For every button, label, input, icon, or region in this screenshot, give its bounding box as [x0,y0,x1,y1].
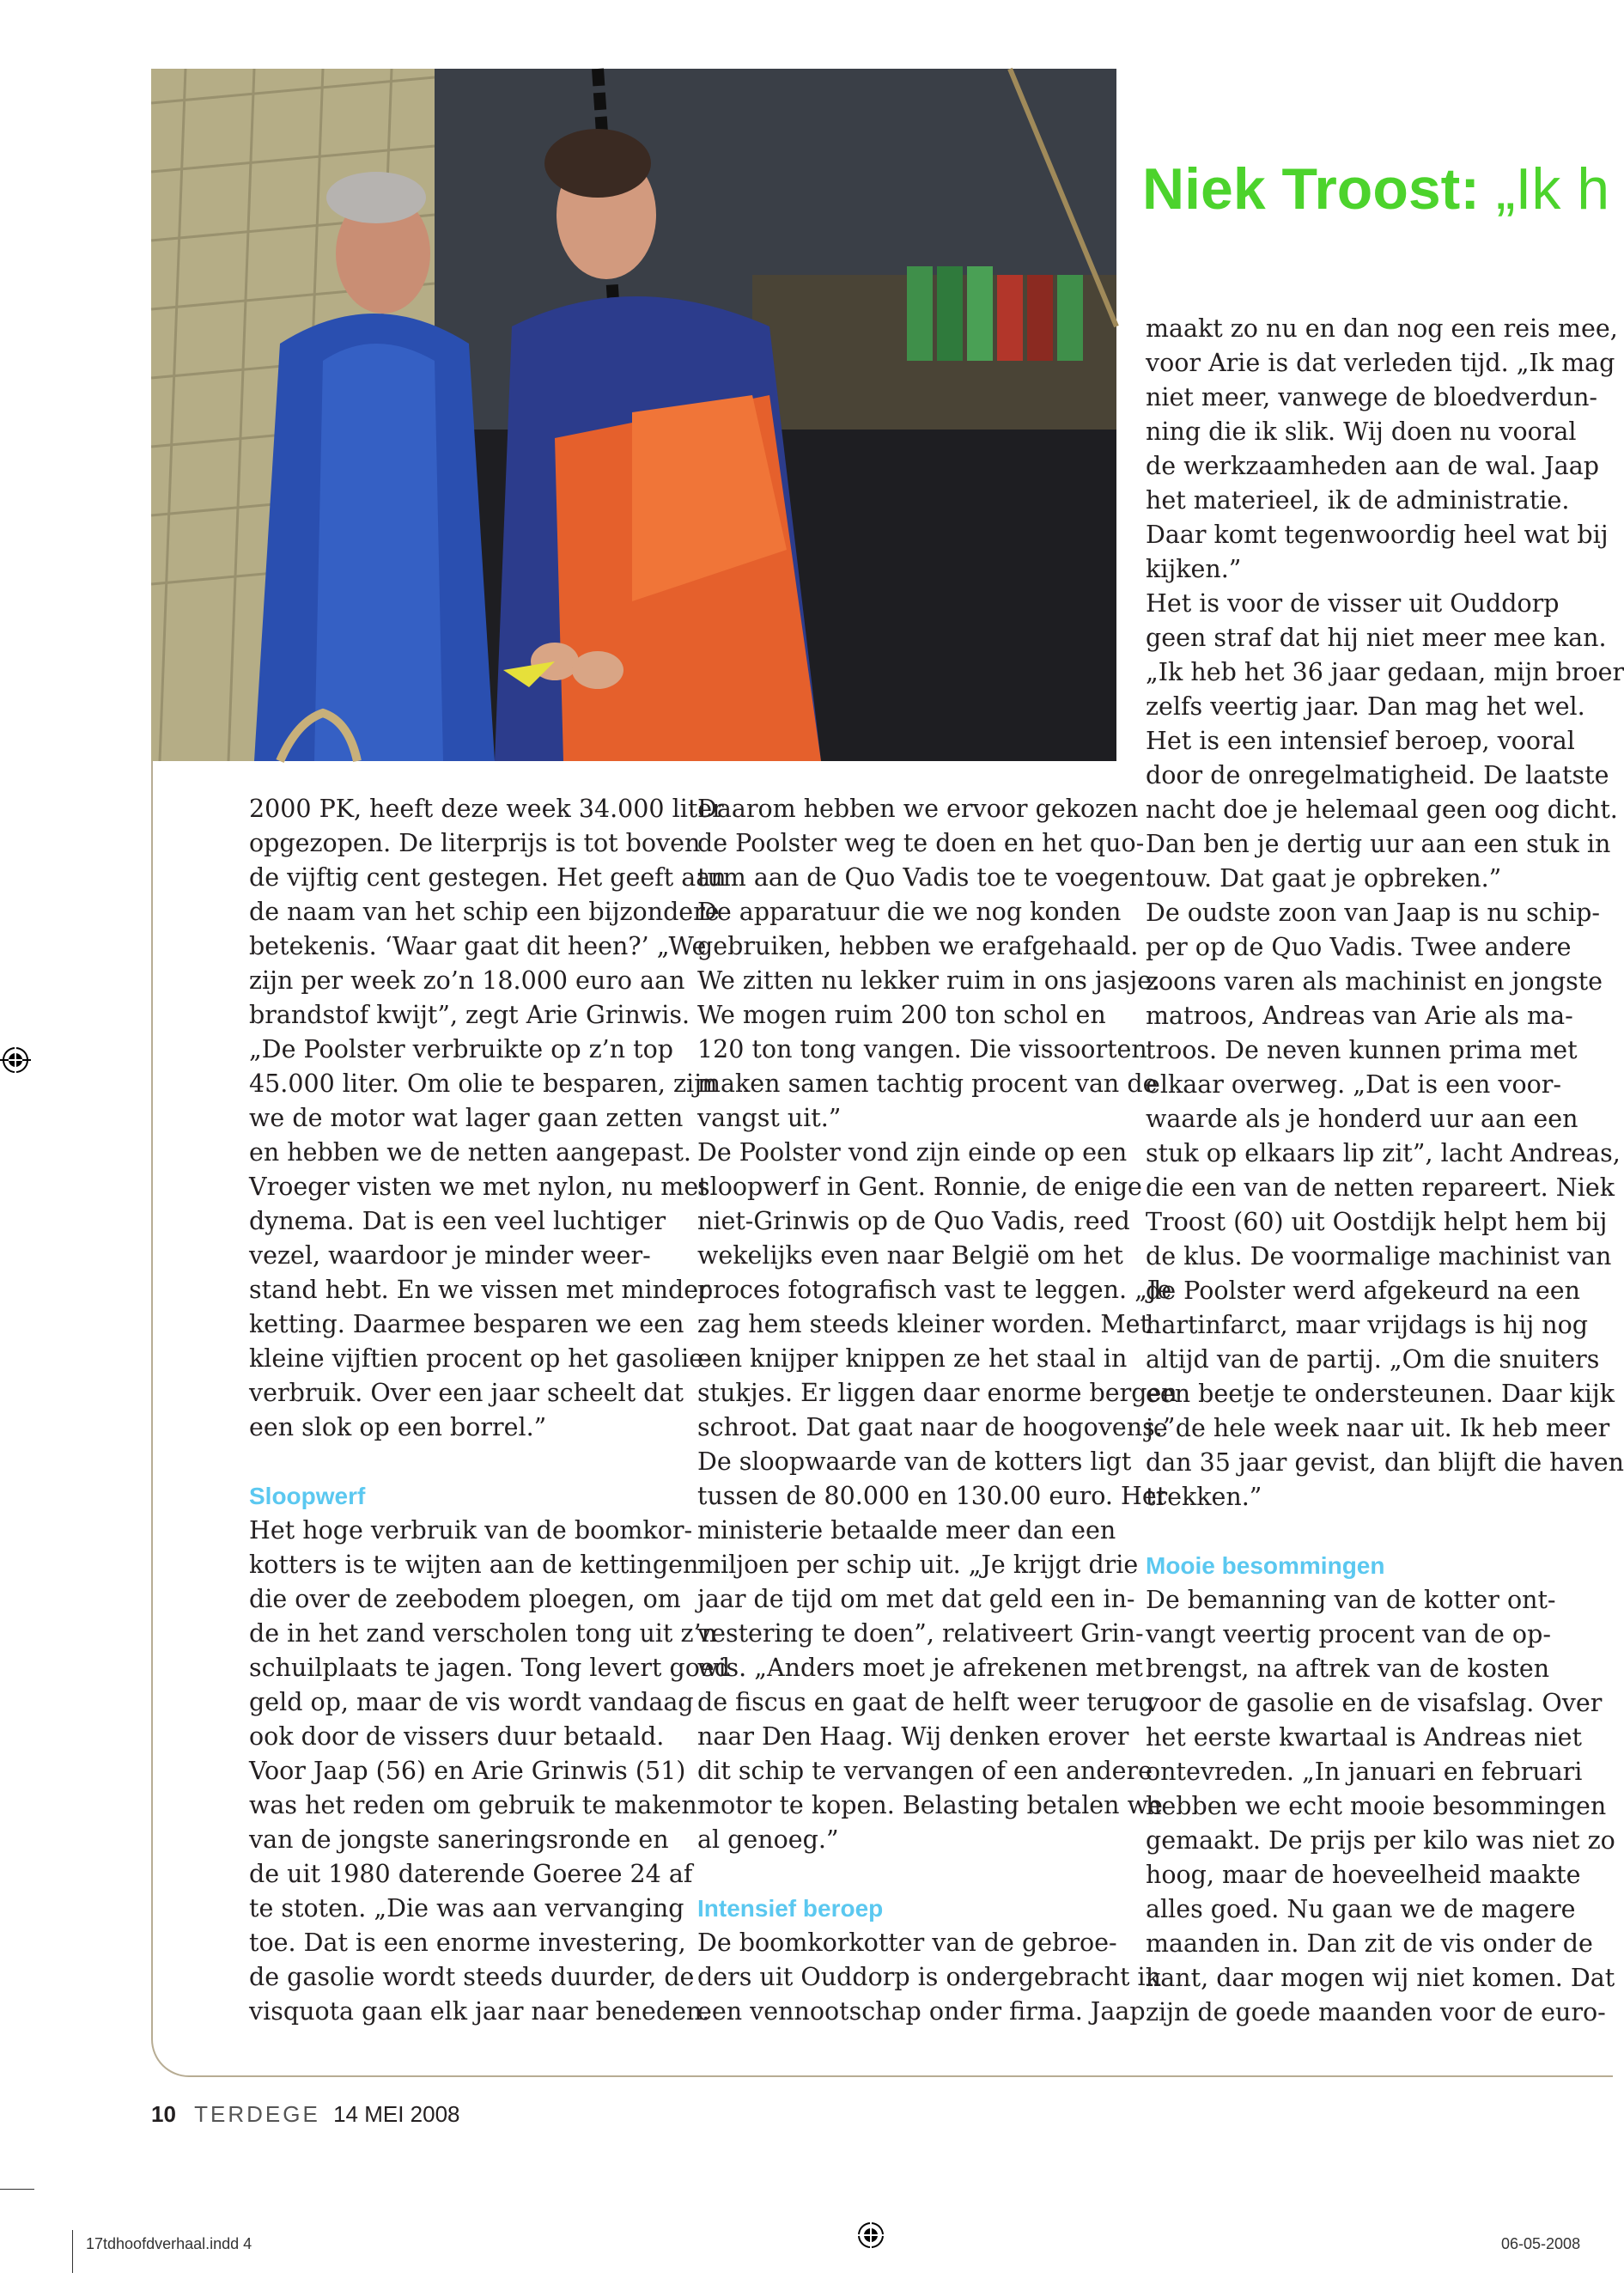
text-line: betekenis. ‘Waar gaat dit heen?’ „We [249,932,707,960]
text-line: „Ik heb het 36 jaar gedaan, mijn broer [1146,658,1624,686]
slug-date: 06-05-2008 [1501,2235,1581,2252]
text-line: trekken.” [1146,1483,1262,1511]
text-line: voor Arie is dat verleden tijd. „Ik mag [1146,349,1615,377]
text-line: Daarom hebben we ervoor gekozen [697,795,1139,823]
text-line: zag hem steeds kleiner worden. Met [697,1310,1150,1338]
text-line: matroos, Andreas van Arie als ma- [1146,1002,1573,1030]
text-line: de in het zand verscholen tong uit z’n [249,1619,717,1648]
text-line: „De Poolster verbruikte op z’n top [249,1035,674,1063]
text-line: 2000 PK, heeft deze week 34.000 liter [249,795,724,823]
text-line: kant, daar mogen wij niet komen. Dat [1146,1964,1615,1992]
photo-fishermen-image [151,69,1116,761]
article-photo [151,69,1116,761]
text-line: dan 35 jaar gevist, dan blijft die haven [1146,1448,1624,1477]
text-line: een knijper knippen ze het staal in [697,1344,1128,1373]
text-line: tum aan de Quo Vadis toe te voegen. [697,863,1153,892]
text-line: geld op, maar de vis wordt vandaag [249,1688,694,1716]
text-line: van de jongste saneringsronde en [249,1825,669,1854]
text-line: het materieel, ik de administratie. [1146,486,1570,515]
text-line: ook door de vissers duur betaald. [249,1722,665,1751]
text-line: visquota gaan elk jaar naar beneden. [249,1997,710,2026]
text-line: ministerie betaalde meer dan een [697,1516,1116,1545]
text-line: schuilplaats te jagen. Tong levert goed [249,1654,731,1682]
text-line: alles goed. Nu gaan we de magere [1146,1895,1576,1923]
text-line: De apparatuur die we nog konden [697,898,1122,926]
text-line: altijd van de partij. „Om die snuiters [1146,1345,1600,1374]
text-line: hartinfarct, maar vrijdags is hij nog [1146,1311,1589,1339]
crop-mark [0,2189,34,2190]
text-line: De boomkorkotter van de gebroe- [697,1929,1117,1957]
text-line: wekelijks even naar België om het [697,1241,1123,1270]
text-line: een beetje te ondersteunen. Daar kijk [1146,1380,1615,1408]
subheading-mooie-besommingen: Mooie besommingen [1146,1552,1385,1579]
article-title [1142,155,1609,223]
text-column-1 [249,792,731,2029]
text-line: maakt zo nu en dan nog een reis mee, [1146,314,1618,343]
text-line: ders uit Ouddorp is ondergebracht in [697,1963,1162,1991]
text-line: elkaar overweg. „Dat is een voor- [1146,1070,1562,1099]
text-line: dynema. Dat is een veel luchtiger [249,1207,666,1235]
text-line: gemaakt. De prijs per kilo was niet zo [1146,1826,1615,1855]
text-line: Dan ben je dertig uur aan een stuk in [1146,830,1611,858]
text-line: niet-Grinwis op de Quo Vadis, reed [697,1207,1130,1235]
text-line: te stoten. „Die was aan vervanging [249,1894,684,1922]
text-line: je de hele week naar uit. Ik heb meer [1146,1414,1610,1442]
text-line: al genoeg.” [697,1825,839,1854]
text-line: ning die ik slik. Wij doen nu vooral [1146,417,1577,446]
text-line: naar Den Haag. Wij denken erover [697,1722,1129,1751]
slug-filename: 17tdhoofdverhaal.indd 4 [86,2235,252,2252]
text-line: tussen de 80.000 en 130.00 euro. Het [697,1482,1167,1510]
crop-mark [72,2230,73,2273]
title-quote: „Ik h [1495,156,1610,222]
text-line: vezel, waardoor je minder weer- [249,1241,651,1270]
subheading-intensief-beroep: Intensief beroep [697,1895,884,1922]
text-line: schroot. Dat gaat naar de hoogovens.” [697,1413,1176,1441]
text-line: Vroeger visten we met nylon, nu met [249,1173,709,1201]
text-line: stukjes. Er liggen daar enorme bergen [697,1379,1177,1407]
text-line: stuk op elkaars lip zit”, lacht Andreas, [1146,1139,1621,1167]
text-line: de werkzaamheden aan de wal. Jaap [1146,452,1599,480]
subheading-sloopwerf: Sloopwerf [249,1483,366,1509]
page-number: 10 [151,2101,176,2127]
text-line: zijn per week zo’n 18.000 euro aan [249,966,685,995]
issue-date: 14 MEI 2008 [333,2101,460,2127]
text-line: Het is voor de visser uit Ouddorp [1146,589,1560,618]
text-column-3 [1146,312,1624,2030]
text-line: kotters is te wijten aan de kettingen [249,1551,699,1579]
text-line: die een van de netten repareert. Niek [1146,1173,1615,1202]
text-line: motor te kopen. Belasting betalen we [697,1791,1163,1819]
page-footer [151,2101,460,2127]
text-line: hebben we echt mooie besommingen [1146,1792,1607,1820]
text-line: nacht doe je helemaal geen oog dicht. [1146,795,1618,824]
text-line: per op de Quo Vadis. Twee andere [1146,933,1572,961]
text-column-2 [697,792,1177,2029]
text-line: maanden in. Dan zit de vis onder de [1146,1929,1593,1958]
text-line: door de onregelmatigheid. De laatste [1146,761,1609,789]
text-line: proces fotografisch vast te leggen. „Je [697,1276,1172,1304]
text-line: geen straf dat hij niet meer mee kan. [1146,624,1607,652]
text-line: sloopwerf in Gent. Ronnie, de enige [697,1173,1142,1201]
text-line: een vennootschap onder firma. Jaap [697,1997,1146,2026]
text-line: zoons varen als machinist en jongste [1146,967,1603,996]
text-line: die over de zeebodem ploegen, om [249,1585,681,1613]
text-line: De bemanning van de kotter ont- [1146,1586,1556,1614]
text-line: we de motor wat lager gaan zetten [249,1104,684,1132]
text-line: hoog, maar de hoeveelheid maakte [1146,1861,1581,1889]
text-line: en hebben we de netten aangepast. [249,1138,691,1167]
text-line: We zitten nu lekker ruim in ons jasje. [697,966,1160,995]
text-line: was het reden om gebruik te maken [249,1791,697,1819]
text-line: opgezopen. De literprijs is tot boven [249,829,701,857]
text-line: de Poolster werd afgekeurd na een [1146,1277,1581,1305]
text-line: de vijftig cent gestegen. Het geeft aan [249,863,727,892]
text-line: wis. „Anders moet je afrekenen met [697,1654,1143,1682]
registration-mark-icon [855,2220,886,2251]
text-line: kijken.” [1146,555,1242,583]
text-line: De oudste zoon van Jaap is nu schip- [1146,899,1601,927]
text-line: maken samen tachtig procent van de [697,1069,1158,1098]
text-line: De sloopwaarde van de kotters ligt [697,1447,1132,1476]
text-line: ketting. Daarmee besparen we een [249,1310,684,1338]
text-line: brandstof kwijt”, zegt Arie Grinwis. [249,1001,690,1029]
text-line: We mogen ruim 200 ton schol en [697,1001,1106,1029]
text-line: kleine vijftien procent op het gasolie- [249,1344,712,1373]
text-line: vangt veertig procent van de op- [1146,1620,1551,1648]
text-line: troos. De neven kunnen prima met [1146,1036,1578,1064]
text-line: de fiscus en gaat de helft weer terug [697,1688,1154,1716]
text-line: de naam van het schip een bijzondere [249,898,720,926]
text-line: niet meer, vanwege de bloedverdun- [1146,383,1598,411]
text-line: Daar komt tegenwoordig heel wat bij [1146,521,1609,549]
text-line: waarde als je honderd uur aan een [1146,1105,1578,1133]
text-line: jaar de tijd om met dat geld een in- [697,1585,1135,1613]
text-line: 45.000 liter. Om olie te besparen, zijn [249,1069,718,1098]
text-line: Voor Jaap (56) en Arie Grinwis (51) [249,1757,686,1785]
text-line: vestering te doen”, relativeert Grin- [697,1619,1144,1648]
text-line: de klus. De voormalige machinist van [1146,1242,1612,1270]
text-line: Het hoge verbruik van de boomkor- [249,1516,693,1545]
text-line: zelfs veertig jaar. Dan mag het wel. [1146,692,1585,721]
text-line: de Poolster weg te doen en het quo- [697,829,1145,857]
text-line: zijn de goede maanden voor de euro- [1146,1998,1606,2026]
text-line: Troost (60) uit Oostdijk helpt hem bij [1146,1208,1608,1236]
text-line: vangst uit.” [697,1104,842,1132]
text-line: toe. Dat is een enorme investering, [249,1929,686,1957]
title-name: Niek Troost: [1142,156,1480,222]
text-line: brengst, na aftrek van de kosten [1146,1654,1550,1683]
text-line: de uit 1980 daterende Goeree 24 af [249,1860,693,1888]
text-line: gebruiken, hebben we erafgehaald. [697,932,1139,960]
text-line: miljoen per schip uit. „Je krijgt drie [697,1551,1139,1579]
text-line: verbruik. Over een jaar scheelt dat [249,1379,684,1407]
text-line: touw. Dat gaat je opbreken.” [1146,864,1502,893]
text-line: De Poolster vond zijn einde op een [697,1138,1128,1167]
magazine-name: TERDEGE [194,2101,320,2127]
text-line: dit schip te vervangen of een andere [697,1757,1153,1785]
text-line: het eerste kwartaal is Andreas niet [1146,1723,1582,1752]
text-line: voor de gasolie en de visafslag. Over [1146,1689,1603,1717]
text-line: de gasolie wordt steeds duurder, de [249,1963,695,1991]
text-line: stand hebt. En we vissen met minder [249,1276,710,1304]
text-line: ontevreden. „In januari en februari [1146,1758,1583,1786]
registration-mark-icon [0,1045,31,1075]
text-line: Het is een intensief beroep, vooral [1146,727,1575,755]
text-line: een slok op een borrel.” [249,1413,547,1441]
text-line: 120 ton tong vangen. Die vissoorten [697,1035,1147,1063]
